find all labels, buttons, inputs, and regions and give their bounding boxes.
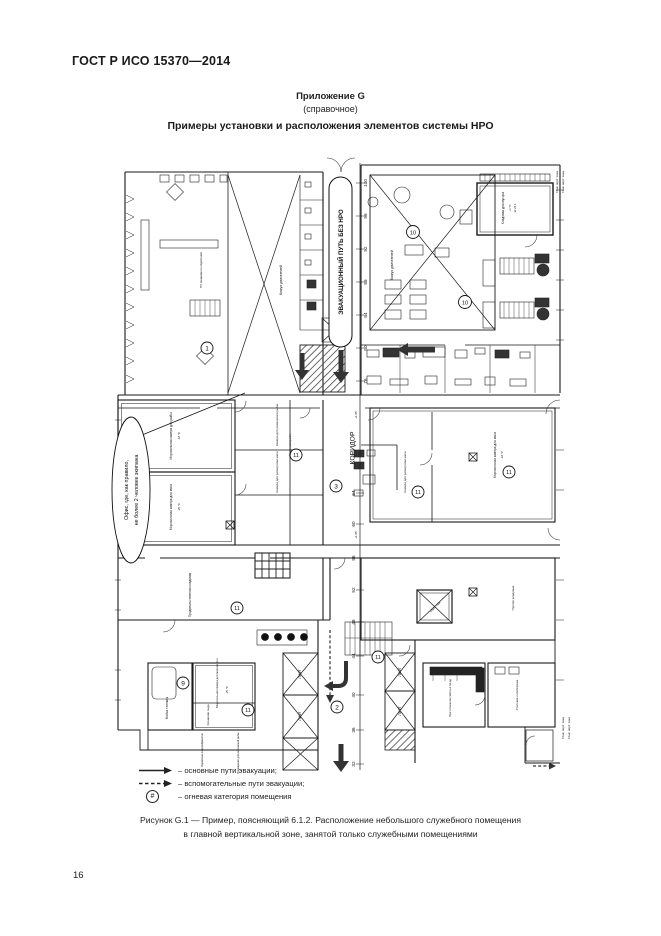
figure-caption-line2: в главной вертикальной зоне, занятой только служебными помещениями [183,829,478,839]
hatched-stair-trunks [300,345,415,750]
legend-main-routes [138,764,304,777]
appendix-note: (справочное) [303,104,358,114]
svg-text:9: 9 [181,680,185,688]
svg-text:ЛИФТ: ЛИФТ [298,669,302,679]
svg-text:Морозильная камера для морожен: Морозильная камера для мороженого [215,658,219,708]
svg-text:96: 96 [363,213,368,219]
office-callout-line1: Офис, где, как правило, [124,459,130,521]
svg-text:40: 40 [351,692,356,698]
svg-text:Глав. верт. зона: Глав. верт. зона [561,170,565,194]
svg-text:Спуск. люк: Спуск. люк [428,600,442,614]
evac-banner-text: ЭВАКУАЦИОННЫЙ ПУТЬ БЕЗ НРО [338,209,345,315]
svg-text:36: 36 [351,727,356,733]
svg-text:84: 84 [363,312,368,318]
svg-text:11: 11 [293,453,299,460]
svg-text:Камера для разморозки рыбы: Камера для разморозки рыбы [275,404,279,446]
svg-text:Морозильная камера для мяса: Морозильная камера для мяса [493,431,497,479]
svg-text:+1.05: +1.05 [354,411,358,419]
frame-numbers [351,179,368,767]
svg-text:11: 11 [375,655,381,662]
svg-text:76: 76 [363,378,368,384]
evac-banner-callout [329,177,352,347]
svg-text:Продовольственная кладовая: Продовольственная кладовая [188,572,192,618]
office-callout [112,393,245,563]
svg-text:11: 11 [506,470,512,477]
svg-text:ЛИФТ: ЛИФТ [398,706,402,716]
legend-main-routes-text: – основные пути эвакуации; [178,766,277,775]
floor-plan-drawing [105,150,575,775]
svg-text:11: 11 [245,708,251,715]
svg-text:Морозильная камера для рыбы: Морозильная камера для рыбы [169,412,173,460]
svg-text:48: 48 [351,619,356,625]
legend-aux-routes [138,777,304,790]
svg-text:ЛИФТ: ЛИФТ [298,711,302,721]
svg-text:Кладовая для мусора: Кладовая для мусора [501,191,505,225]
svg-text:Перевозка полуфабрикатов: Перевозка полуфабрикатов [201,733,204,767]
dashed-arrow-icon [138,779,178,788]
svg-text:Кожух двигателей: Кожух двигателей [390,250,394,280]
svg-text:64: 64 [351,490,356,496]
svg-text:92: 92 [363,246,368,252]
appendix-label: Приложение G [296,91,365,102]
svg-text:2: 2 [335,704,339,712]
svg-text:Камера для разморозки мяса: Камера для разморозки мяса [275,451,279,493]
circled-hash-icon: # [138,790,178,803]
svg-text:-25 °C: -25 °C [177,503,181,511]
svg-text:Глав. верт. зона: Глав. верт. зона [555,170,559,194]
svg-text:3: 3 [334,483,338,491]
figure-caption-line1: Рисунок G.1 — Пример, поясняющий 6.1.2. Расположение небольшого служебного помещения [140,815,521,825]
svg-text:Камера для разморозки мяса: Камера для разморозки мяса [403,451,407,493]
svg-text:10: 10 [409,230,417,237]
svg-text:100: 100 [363,179,368,187]
svg-text:52: 52 [351,587,356,593]
svg-text:11: 11 [415,490,421,497]
corridor-label: КОРИДОР [349,431,357,465]
svg-text:Глав. верт. зона: Глав. верт. зона [561,716,565,740]
svg-text:Морозильная камера для мяса: Морозильная камера для мяса [169,483,173,531]
svg-text:Помещение для мороженой рыбы: Помещение для мороженой рыбы [237,732,240,774]
legend [138,764,304,803]
svg-text:ЛИФТ: ЛИФТ [398,667,402,677]
svg-text:1: 1 [205,345,209,353]
svg-text:+1.05: +1.05 [354,531,358,539]
svg-text:Приготовление мясных блюд: Приготовление мясных блюд [448,679,452,717]
figure-section-title: Примеры установки и расположения элементов системы НРО [167,120,494,132]
figure-g1 [105,150,575,775]
svg-text:60: 60 [351,521,356,527]
svg-text:+1 °C: +1 °C [508,204,512,212]
svg-text:-18 °C: -18 °C [177,432,181,440]
svg-text:56: 56 [351,555,356,561]
office-callout-line2: не более 2 человек экипажа [134,454,140,526]
svg-text:88: 88 [363,279,368,285]
legend-fire-category [138,790,304,803]
legend-fire-category-text: – огневая категория помещения [178,792,292,801]
svg-text:-25 °C: -25 °C [225,686,229,694]
svg-text:Мойка тележек: Мойка тележек [165,696,169,720]
svg-text:10: 10 [461,300,469,307]
doc-header: ГОСТ Р ИСО 15370—2014 [72,54,231,68]
svg-text:32: 32 [351,761,356,767]
svg-text:Глав. верт. зона: Глав. верт. зона [567,716,571,740]
svg-text:11: 11 [234,606,240,613]
svg-text:Хранение льда: Хранение льда [206,704,210,726]
svg-text:Прочие кладовые: Прочие кладовые [511,585,515,611]
solid-arrow-icon [138,766,178,775]
svg-text:44: 44 [351,653,356,659]
page-number: 16 [73,870,84,881]
svg-text:м² 23.1: м² 23.1 [513,203,517,213]
svg-text:ПУ машинного отделения: ПУ машинного отделения [199,252,203,288]
svg-text:Кожух двигателей: Кожух двигателей [279,265,283,295]
legend-aux-routes-text: – вспомогательные пути эвакуации; [178,779,305,788]
svg-text:Подготовка рыбы: Подготовка рыбы [288,433,292,457]
svg-text:80: 80 [363,345,368,351]
svg-text:Столовая и хлеборезка: Столовая и хлеборезка [515,679,519,711]
svg-text:-18 °C: -18 °C [500,451,504,459]
